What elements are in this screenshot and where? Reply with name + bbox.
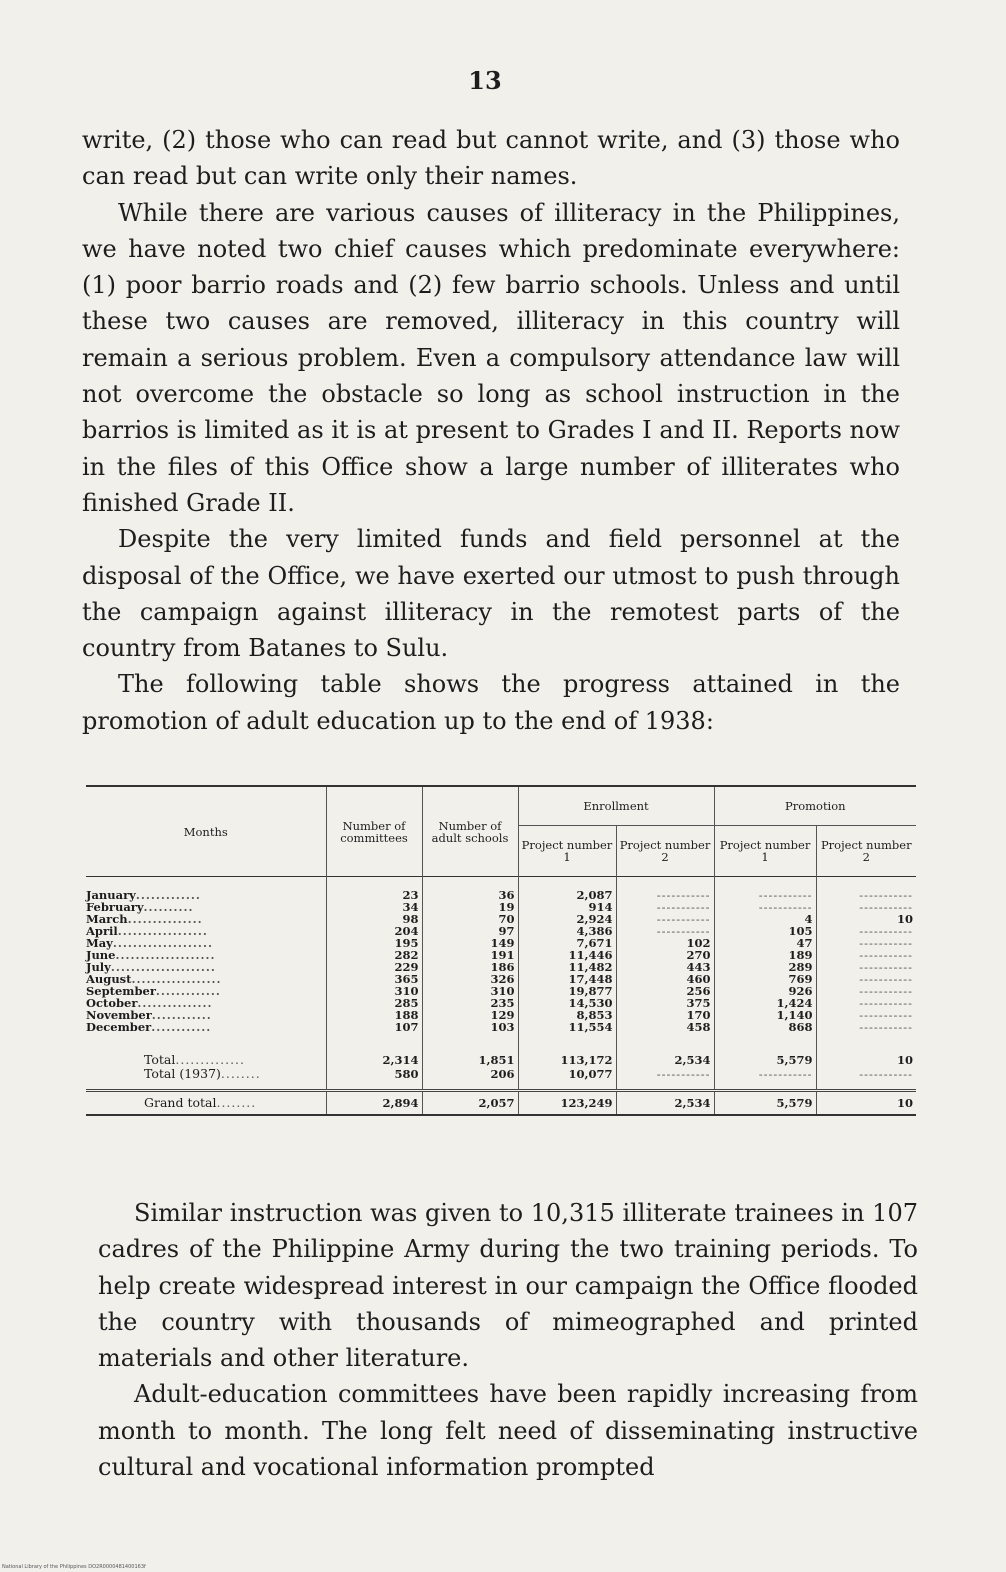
cell: 229 [326,961,422,973]
cell: 1,851 [422,1045,518,1067]
cell: 19,877 [518,985,616,997]
cell: 326 [422,973,518,985]
paragraph: Adult-education committees have been rapidly increasing from month to month. The long felt need of disseminating instructive cultural and vocational information prompted [98,1380,918,1482]
cell: 195 [326,937,422,949]
cell: ----------- [816,1067,916,1091]
month-rows [86,877,916,1046]
total-row: Total.............. 2,314 1,851 113,172 2,534 5,579 10 [86,1045,916,1067]
cell: 11,482 [518,961,616,973]
month-label: November [86,1008,152,1022]
total-1937-label: Total (1937) [144,1066,221,1081]
cell: 235 [422,997,518,1009]
header-promotion: Promotion [714,787,916,826]
cell: ----------- [616,913,714,925]
cell: 2,894 [326,1091,422,1115]
header-promo-project-2: Project number 2 [816,826,916,877]
cell: ----------- [714,1067,816,1091]
cell: ----------- [816,985,916,997]
month-label: September [86,984,156,998]
cell: 7,671 [518,937,616,949]
cell: 107 [326,1021,422,1033]
cell: 129 [422,1009,518,1021]
cell: 149 [422,937,518,949]
table-row: May.................... 195 149 7,671 102 47 ----------- [86,937,916,949]
table-row: February.......... 34 19 914 ----------- ----------- ----------- [86,901,916,913]
cell: ----------- [616,925,714,937]
month-label: January [86,888,136,902]
cell: 17,448 [518,973,616,985]
cell: 256 [616,985,714,997]
progress-table [86,787,916,1114]
paragraph: Despite the very limited funds and field personnel at the disposal of the Office, we have exerted our utmost to push through the campaign against illiteracy in the remotest parts of the country from Batanes to Sulu. [82,525,900,663]
cell: 458 [616,1021,714,1033]
cell: ----------- [816,973,916,985]
table-row: January............. 23 36 2,087 ----------- ----------- ----------- [86,889,916,901]
cell: 1,140 [714,1009,816,1021]
body-text-top [82,122,900,739]
month-label: May [86,936,113,950]
table-row: April.................. 204 97 4,386 ----------- 105 ----------- [86,925,916,937]
cell: 1,424 [714,997,816,1009]
grand-total-row: Grand total........ 2,894 2,057 123,249 2,534 5,579 10 [86,1091,916,1115]
cell: 188 [326,1009,422,1021]
cell: 285 [326,997,422,1009]
cell: 4 [714,913,816,925]
cell: 289 [714,961,816,973]
cell: 2,087 [518,889,616,901]
page-number: 13 [468,66,502,95]
month-label: February [86,900,144,914]
table-row: March............... 98 70 2,924 ----------- 4 10 [86,913,916,925]
cell: 926 [714,985,816,997]
cell: 4,386 [518,925,616,937]
cell: 2,057 [422,1091,518,1115]
cell: ----------- [816,961,916,973]
month-label: August [86,972,132,986]
cell: 365 [326,973,422,985]
cell: ----------- [816,901,916,913]
paragraph: write, (2) those who can read but cannot write, and (3) those who can read but can write only their names. [82,126,900,191]
cell: 310 [326,985,422,997]
total-1937-row: Total (1937)........ 580 206 10,077 ----------- ----------- ----------- [86,1067,916,1091]
cell: 443 [616,961,714,973]
scan-footer-note: National Library of the Philippines DO2R0000481400163f [2,1564,146,1570]
cell: 310 [422,985,518,997]
cell: 206 [422,1067,518,1091]
cell: ----------- [816,949,916,961]
cell: 14,530 [518,997,616,1009]
cell: ----------- [816,997,916,1009]
cell: 10,077 [518,1067,616,1091]
table-row: June.................... 282 191 11,446 270 189 ----------- [86,949,916,961]
cell: ----------- [616,889,714,901]
cell: 914 [518,901,616,913]
cell: 11,554 [518,1021,616,1033]
cell: ----------- [816,1021,916,1033]
paragraph: The following table shows the progress attained in the promotion of adult education up to the end of 1938: [82,670,900,735]
cell: ----------- [816,1009,916,1021]
cell: 23 [326,889,422,901]
table-row: October............... 285 235 14,530 375 1,424 ----------- [86,997,916,1009]
cell: 11,446 [518,949,616,961]
month-label: October [86,996,138,1010]
table-row: July..................... 229 186 11,482 443 289 ----------- [86,961,916,973]
cell: 97 [422,925,518,937]
cell: 186 [422,961,518,973]
cell: 113,172 [518,1045,616,1067]
cell: 2,314 [326,1045,422,1067]
table-row: November............ 188 129 8,853 170 1,140 ----------- [86,1009,916,1021]
table-row: December............ 107 103 11,554 458 868 ----------- [86,1021,916,1033]
cell: 34 [326,901,422,913]
cell: 2,534 [616,1091,714,1115]
cell: ----------- [714,901,816,913]
cell: 5,579 [714,1045,816,1067]
cell: 10 [816,913,916,925]
grand-total-label: Grand total [144,1095,217,1110]
paragraph: Similar instruction was given to 10,315 illiterate trainees in 107 cadres of the Philippine Army during the two training periods. To help create widespread interest in our campaign the Office flooded the country with thousands of mimeographed and printed materials and other literature. [98,1199,918,1373]
cell: 19 [422,901,518,913]
header-enroll-project-2: Project number 2 [616,826,714,877]
cell: 282 [326,949,422,961]
adult-education-table [86,785,916,1116]
paragraph: While there are various causes of illiteracy in the Philippines, we have noted two chief causes which predominate everywhere: (1) poor barrio roads and (2) few barrio schools. Unless and until these two causes are removed, illiteracy in this country will remain a serious problem. Even a compulsory attendance law will not overcome the obstacle so long as school instruction in the barrios is limited as it is at present to Grades I and II. Reports now in the files of this Office show a large number of illiterates who finished Grade II. [82,198,900,517]
cell: 123,249 [518,1091,616,1115]
cell: 103 [422,1021,518,1033]
header-months: Months [183,824,228,839]
month-label: December [86,1020,152,1034]
header-schools: Number of adult schools [422,787,518,877]
cell: ----------- [616,1067,714,1091]
cell: 460 [616,973,714,985]
month-label: March [86,912,128,926]
cell: 10 [816,1091,916,1115]
cell: 98 [326,913,422,925]
cell: 580 [326,1067,422,1091]
cell: ----------- [816,937,916,949]
cell: 868 [714,1021,816,1033]
cell: ----------- [714,889,816,901]
month-label: April [86,924,118,938]
cell: 47 [714,937,816,949]
header-committees: Number of committees [326,787,422,877]
cell: 204 [326,925,422,937]
body-text-bottom [98,1195,918,1485]
header-enroll-project-1: Project number 1 [518,826,616,877]
cell: ----------- [616,901,714,913]
header-enrollment: Enrollment [518,787,714,826]
cell: 2,924 [518,913,616,925]
cell: 270 [616,949,714,961]
cell: 5,579 [714,1091,816,1115]
cell: 70 [422,913,518,925]
grand-total-rows [86,1091,916,1115]
total-label: Total [144,1052,176,1067]
cell: ----------- [816,889,916,901]
cell: 36 [422,889,518,901]
cell: 170 [616,1009,714,1021]
month-label: June [86,948,116,962]
cell: 2,534 [616,1045,714,1067]
cell: 375 [616,997,714,1009]
table-row: September............. 310 310 19,877 256 926 ----------- [86,985,916,997]
cell: 191 [422,949,518,961]
header-promo-project-1: Project number 1 [714,826,816,877]
cell: 105 [714,925,816,937]
table-row: August.................. 365 326 17,448 460 769 ----------- [86,973,916,985]
cell: 102 [616,937,714,949]
cell: 10 [816,1045,916,1067]
cell: ----------- [816,925,916,937]
cell: 189 [714,949,816,961]
total-rows [86,1045,916,1091]
cell: 769 [714,973,816,985]
month-label: July [86,960,111,974]
cell: 8,853 [518,1009,616,1021]
